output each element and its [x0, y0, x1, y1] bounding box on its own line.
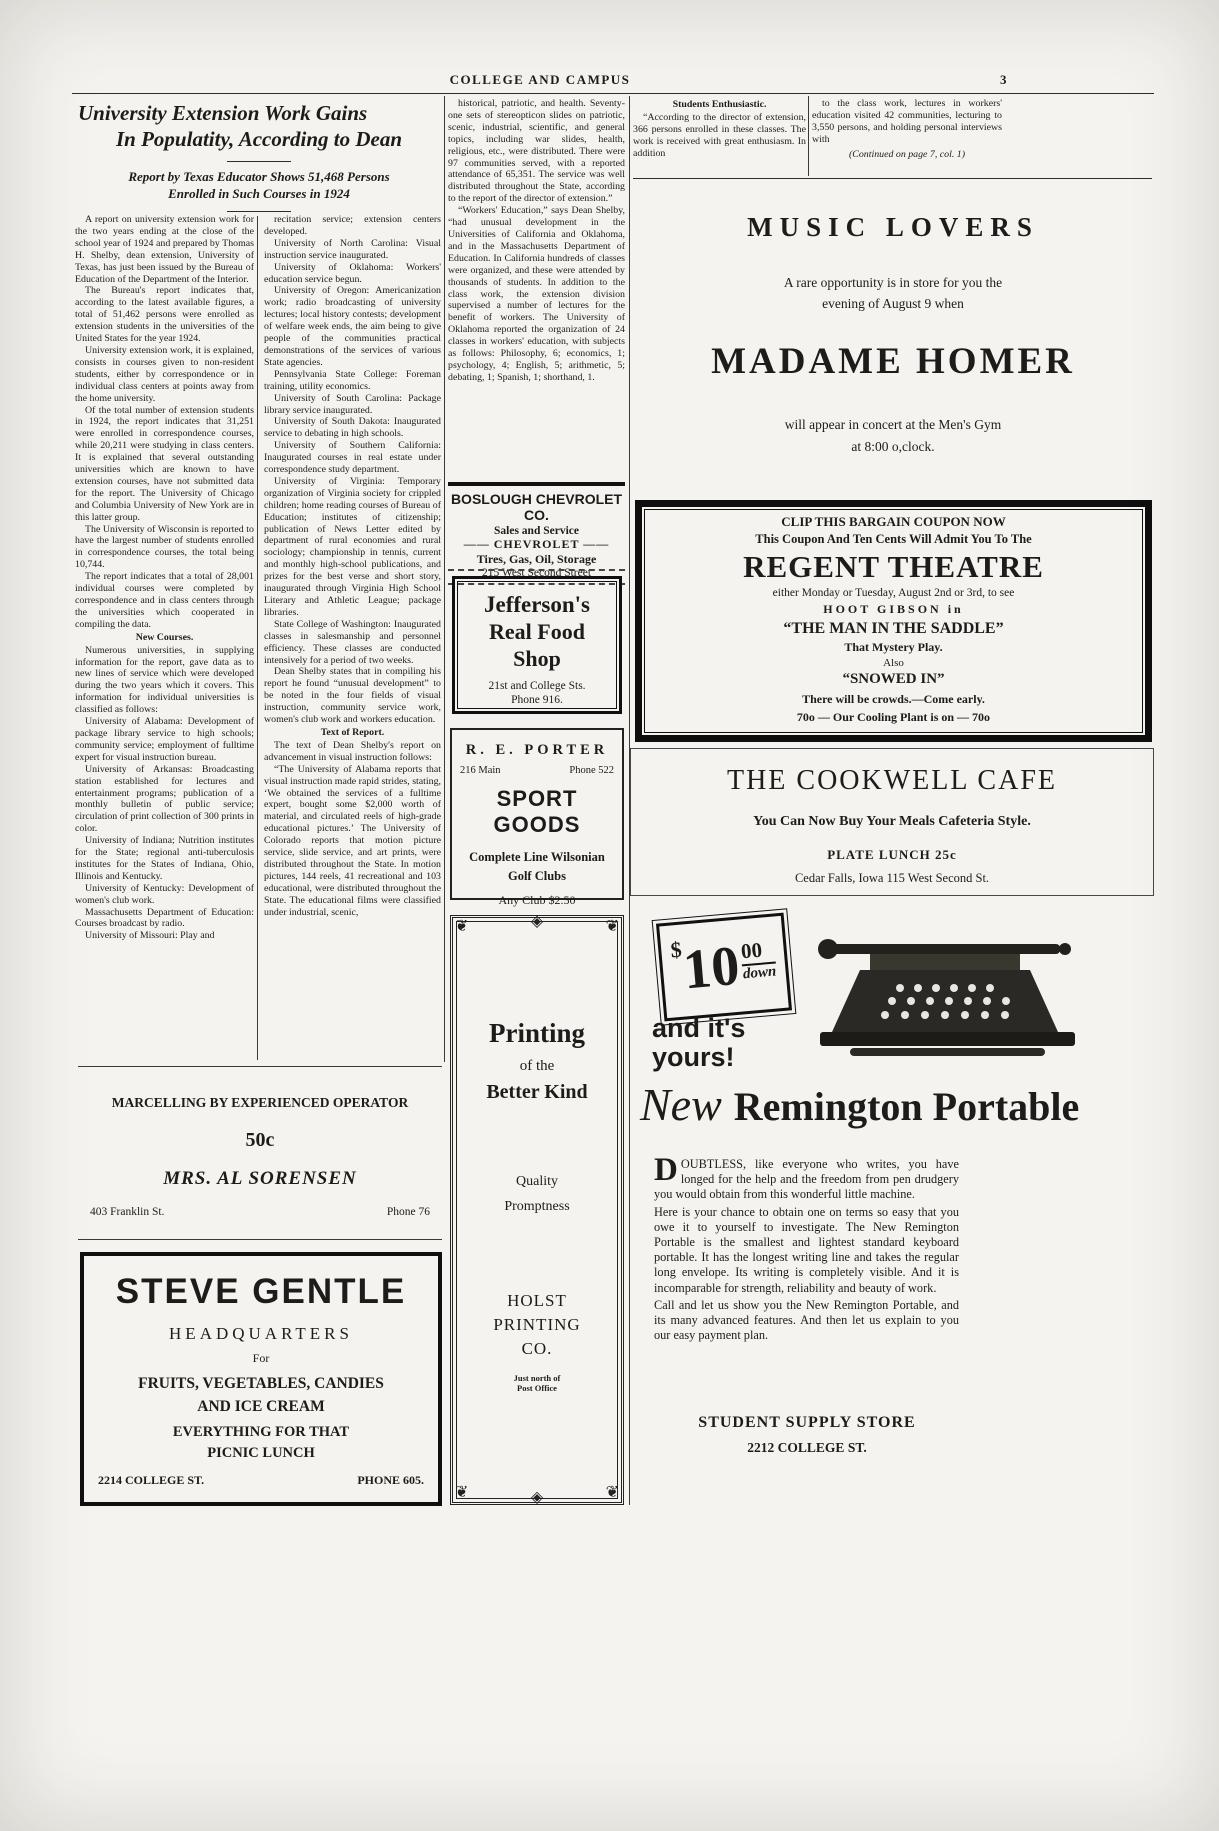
article-column-2 [264, 214, 441, 1060]
ad-phone: Phone 916. [511, 694, 563, 706]
paragraph: The University of Wisconsin is reported to have the largest number of students enrolled in correspondence courses, the total being 10,744. [75, 523, 254, 571]
ad-address-row [452, 765, 622, 776]
brand-new-script: New [640, 1079, 722, 1130]
paragraph: University of Arkansas: Broadcasting station established for lectures and entertainment programs; publication of a monthly bulletin of public service; circulation of print collection of 300 prints in color. [75, 763, 254, 835]
movie-title: “SNOWED IN” [842, 671, 945, 687]
paragraph: Students Enthusiastic. [672, 99, 767, 110]
ad-line: AND ICE CREAM [197, 1398, 325, 1415]
ad-price: PLATE LUNCH 25c [827, 847, 957, 862]
performer-name: MADAME HOMER [711, 341, 1075, 382]
ad-address: 403 Franklin St. [90, 1206, 165, 1218]
ad-line: HOOT GIBSON in [823, 602, 964, 616]
paragraph: (Continued on page 7, col. 1) [848, 148, 965, 160]
ad-line: Promptness [504, 1199, 570, 1214]
ad-line: There will be crowds.—Come early. [802, 692, 985, 706]
ad-headline: Printing [488, 1018, 585, 1048]
ad-headline: MARCELLING BY EXPERIENCED OPERATOR [111, 1095, 409, 1110]
ad-line: FRUITS, VEGETABLES, CANDIES [138, 1375, 384, 1392]
ad-line: Better Kind [486, 1081, 588, 1103]
ad-line: at 8:00 o,clock. [851, 439, 935, 454]
ad-address: 21st and College Sts. [488, 680, 586, 692]
ad-regent-theatre-coupon [635, 500, 1152, 742]
paragraph: recitation service; extension centers developed. [264, 214, 441, 237]
paragraph: The report indicates that a total of 28,001 individual courses were completed by correspondence and in class centers through the universities which cooperated in compiling the data. [75, 571, 254, 630]
page-title: COLLEGE AND CAMPUS [449, 72, 631, 87]
paragraph: “Workers' Education,” says Dean Shelby, “had unusual development in the Universities of California and Oklahoma, and in the Massachusetts Department of Education. In California hundreds of classes were organized, and these were attended by thousands of students. In addition to the class work, the extension division supervised a number of lectures for the benefit of workers. The University of Oklahoma reported the organization of 24 classes in workers' education, with subjects as follows: Philosophy, 6; economics, 1; psychology, 4; English, 5; arithmetic, 5; debating, 1; Spanish, 1; shorthand, 1. [448, 205, 625, 383]
paragraph: New Courses. [135, 631, 194, 643]
advertiser-name: HOLST [507, 1291, 567, 1310]
ad-headline: MUSIC LOVERS [747, 212, 1039, 242]
advertiser-name: STEVE GENTLE [115, 1272, 407, 1311]
advertiser-name: R. E. PORTER [465, 742, 609, 758]
flourish-icon: ❦ [455, 1484, 469, 1501]
ad-line: Golf Clubs [507, 869, 566, 883]
ad-address: 215 West Second Street [481, 567, 592, 579]
coupon-call-to-action: CLIP THIS BARGAIN COUPON NOW [781, 514, 1006, 529]
ad-phone: Phone 76 [386, 1206, 430, 1218]
paragraph: historical, patriotic, and health. Seventy-one sets of stereopticon slides on patriotic, scenic, industrial, scientific, and general topics, including war slides, health, religious, etc., were distributed. There were 97 communities served, with a reported attendance of 65,351. The service was well distributed throughout the State, according to the report of the director of extension.” [448, 98, 625, 205]
paragraph: “According to the director of extension, 366 persons enrolled in these classes. The work is received with great enthusiasm. In addition [633, 111, 806, 159]
price-fraction [740, 937, 777, 984]
ad-line: That Mystery Play. [844, 640, 943, 654]
ad-line: either Monday or Tuesday, August 2nd or 3rd, to see [772, 587, 1015, 599]
paragraph: State College of Washington: Inaugurated classes in salesmanship and personnel efficiency. These classes are conducted intensively for a period of two weeks. [264, 618, 441, 666]
paragraph: University extension work, it is explained, consists in courses given to non-resident students, either by correspondence or in individual class centers at points away from the home university. [75, 344, 254, 404]
paragraph: University of Southern California: Inaugurated courses in real estate under correspondence study department. [264, 440, 441, 476]
paragraph: The Bureau's report indicates that, according to the latest available figures, a total of 51,462 persons were enrolled as extension students in the universities of the United States for the year 1924. [75, 285, 254, 345]
price-amount: 10 [680, 934, 742, 1002]
typewriter-illustration [790, 936, 1140, 1076]
ad-line: will appear in concert at the Men's Gym [784, 417, 1002, 432]
advertiser-name: Jefferson's [483, 592, 591, 617]
medallion-icon: ◈ [530, 913, 544, 930]
paragraph: Dean Shelby states that in compiling his report he found “unusual development” to be noted in the four fields of visual instruction, community service work, women's club work and workers education. [264, 666, 441, 726]
deck-rule [227, 211, 291, 212]
deck-line1: Report by Texas Educator Shows 51,468 Persons [128, 169, 390, 184]
paragraph: to the class work, lectures in workers' education visited 42 communities, lecturing to 3,550 persons, and holding personal interviews with [812, 98, 1002, 145]
headline [78, 100, 440, 152]
ad-marcelling-sorensen [78, 1066, 442, 1240]
main-article-header [78, 100, 440, 219]
ad-line: For [252, 1351, 270, 1365]
page-number: 3 [1000, 72, 1007, 87]
flourish-icon: ❦ [605, 1484, 619, 1501]
ad-line: Also [883, 657, 904, 669]
paragraph: University of Virginia: Temporary organization of Virginia society for crippled children; home reading courses of Bureau of Education; institutes of citizenship; publication of News Letter edited by department of rural economies and rural sociology; championship in tennis, current and monthly high-school publications, and prizes for the best verse and short story, inaugurated through Virginia High School Literary and Athletic League; package libraries. [264, 475, 441, 618]
ad-address: 216 Main [460, 765, 501, 776]
ad-cookwell-cafe [630, 748, 1154, 896]
ad-headline: SPORT GOODS [493, 786, 581, 837]
paragraph: University of Missouri: Play and [85, 930, 215, 942]
movie-title: “THE MAN IN THE SADDLE” [783, 620, 1004, 637]
ad-line: —— CHEVROLET —— [463, 537, 610, 551]
ad-steve-gentle [80, 1252, 442, 1506]
paragraph: Pennsylvania State College: Foreman training, utility economics. [264, 368, 441, 392]
ad-address-row [84, 1473, 438, 1488]
price-dollar-sign: $ [669, 936, 683, 963]
paragraph: University of South Carolina: Package library service inaugurated. [264, 392, 441, 416]
ad-line: Complete Line Wilsonian [469, 850, 605, 864]
store-name: STUDENT SUPPLY STORE [698, 1414, 916, 1431]
advertiser-name: THE COOKWELL CAFE [726, 765, 1058, 796]
ad-note: Just north of Post Office [513, 1373, 561, 1393]
column-rule [808, 96, 809, 176]
paragraph: Here is your chance to obtain one on terms so easy that you owe it to yourself to investigate. The New Remington Portable is the smallest and lightest standard keyboard portable. It has the longest writing line and takes the regular long envelope. Its writing is completely visible. And it is incomparable for strength, reliability and beauty of work. [654, 1204, 959, 1295]
ad-line: Shop [513, 646, 561, 671]
ad-line: Real Food [489, 619, 585, 644]
ad-line: Sales and Service [494, 525, 579, 537]
section-rule [633, 178, 1152, 179]
store-address: 2212 COLLEGE ST. [747, 1440, 867, 1455]
advertiser-name: BOSLOUGH CHEVROLET CO. [450, 491, 623, 523]
page-header [75, 72, 1005, 88]
ad-price: 50c [245, 1129, 275, 1151]
price-terms: down [742, 963, 777, 983]
ad-address-row [78, 1206, 442, 1218]
headline-rule [227, 161, 291, 162]
article-deck [78, 169, 440, 202]
advertiser-name: CO. [521, 1339, 553, 1358]
ad-line: HEADQUARTERS [169, 1324, 353, 1343]
flourish-icon: ❦ [605, 918, 619, 935]
article-column-1 [75, 214, 254, 1060]
ad-madame-homer-concert [633, 182, 1153, 494]
product-name [640, 1078, 1160, 1131]
ad-line: Quality [516, 1174, 558, 1189]
ad-line: Tires, Gas, Oil, Storage [476, 552, 597, 566]
price-badge [656, 913, 792, 1022]
price-cents: 00 [740, 937, 776, 967]
ad-line: You Can Now Buy Your Meals Cafeteria Style. [753, 814, 1031, 829]
article-column-5 [812, 98, 1002, 178]
advertiser-name: PRINTING [493, 1315, 581, 1334]
article-column-3 [448, 98, 625, 478]
ad-address: Cedar Falls, Iowa 115 West Second St. [794, 871, 990, 885]
paragraph: University of Oklahoma: Workers' education service begun. [264, 261, 441, 285]
ad-line: PICNIC LUNCH [207, 1445, 315, 1461]
ad-line: A rare opportunity is in store for you the [783, 275, 1003, 290]
paragraph: “The University of Alabama reports that visual instruction made rapid strides, stating, ‘We obtained the services of a fulltime expert, bought some $2,000 worth of material, and circulated reels of high-grade educational pictures.’ The University of Colorado reports that motion picture service, slide service, and art prints, were distributed throughout the State. In motion pictures, 144 reels, 41 recreational and 103 educational, were distributed throughout the State. The educational films were classified under industrial, scenic, [264, 763, 441, 918]
ad-line: EVERYTHING FOR THAT [172, 1424, 350, 1440]
ad-address: 2214 COLLEGE ST. [98, 1473, 205, 1487]
advertiser-name: MRS. AL SORENSEN [163, 1168, 357, 1189]
article-column-4 [633, 98, 806, 174]
paragraph: Massachusetts Department of Education: Courses broadcast by radio. [75, 906, 254, 930]
brand-name: Remington Portable [733, 1084, 1080, 1129]
ad-line: 70o — Our Cooling Plant is on — 70o [796, 710, 991, 724]
paragraph: Call and let us show you the New Remington Portable, and its many advanced features. And then let us explain to you our easy payment plan. [654, 1297, 959, 1343]
ad-phone: Phone 522 [569, 765, 614, 776]
ad-holst-printing [450, 915, 624, 1505]
paragraph: University of Oregon: Americanization work; radio broadcasting of university lectures; local history contests; development of welfare week ends, the aim being to give people of the communities practical demonstrations of the services of various State agencies. [264, 285, 441, 368]
paragraph: Of the total number of extension students in 1924, the report indicates that 31,251 were enrolled in correspondence courses, while 20,211 were studying in class centers. It is explained that several outstanding universities which are known to have extension courses, have not submitted data for the report. The University of Chicago and Columbia University of New York are in this latter group. [75, 404, 254, 523]
paragraph: Numerous universities, in supplying information for the report, gave data as to new lines of service which were developed during the two years which it covers. This information for individual universities is classified as follows: [75, 644, 254, 716]
ad-re-porter-sport-goods [450, 728, 624, 907]
headline-line2: In Populatity, According to Dean [116, 127, 403, 151]
paragraph: University of Alabama: Development of package library service to high schools; community service; employment of fulltime expert for visual instruction bureau. [75, 716, 254, 763]
ad-slogan: and it's yours! [652, 1013, 746, 1072]
ad-line: evening of August 9 when [822, 296, 964, 311]
theatre-name: REGENT THEATRE [743, 549, 1044, 584]
paragraph: University of North Carolina: Visual instruction service inaugurated. [264, 237, 441, 261]
paragraph: University of Indiana; Nutrition institutes for the State; regional anti-tuberculosis institutes for the States of Indiana, Ohio, Illinois and Kentucky. [75, 835, 254, 882]
header-rule [72, 93, 1154, 94]
flourish-icon: ❦ [455, 918, 469, 935]
headline-line1: University Extension Work Gains [78, 101, 368, 125]
paragraph: The text of Dean Shelby's report on advancement in visual instruction follows: [264, 739, 441, 763]
ad-line: of the [519, 1058, 555, 1074]
ad-price: Any Club $2.50 [498, 893, 576, 907]
paragraph: University of Kentucky: Development of women's club work. [75, 882, 254, 906]
paragraph: University of South Dakota: Inaugurated service to debating in high schools. [264, 416, 441, 440]
paragraph: DOUBTLESS, like everyone who writes, you have longed for the help and the freedom from pen drudgery you would obtain from this wonderful little machine. [654, 1152, 959, 1202]
ad-phone: PHONE 605. [357, 1473, 424, 1487]
medallion-icon: ◈ [530, 1489, 544, 1506]
ad-content [455, 913, 619, 1506]
ad-remington-portable [640, 902, 1160, 1512]
paragraph: Text of Report. [320, 726, 385, 738]
article-body [75, 214, 441, 1060]
ad-body-copy [654, 1152, 959, 1345]
dashed-rule [448, 569, 625, 571]
paragraph: A report on university extension work for the two years ending at the close of the school year of 1924 and prepared by Thomas H. Shelby, dean extension, University of Texas, has just been issued by the Bureau of Education of the Department of the Interior. [75, 214, 254, 285]
column-rule [444, 96, 445, 1062]
coupon-offer: This Coupon And Ten Cents Will Admit You To The [755, 532, 1032, 546]
deck-line2: Enrolled in Such Courses in 1924 [168, 185, 350, 201]
ad-jeffersons-real-food-shop [452, 576, 622, 714]
